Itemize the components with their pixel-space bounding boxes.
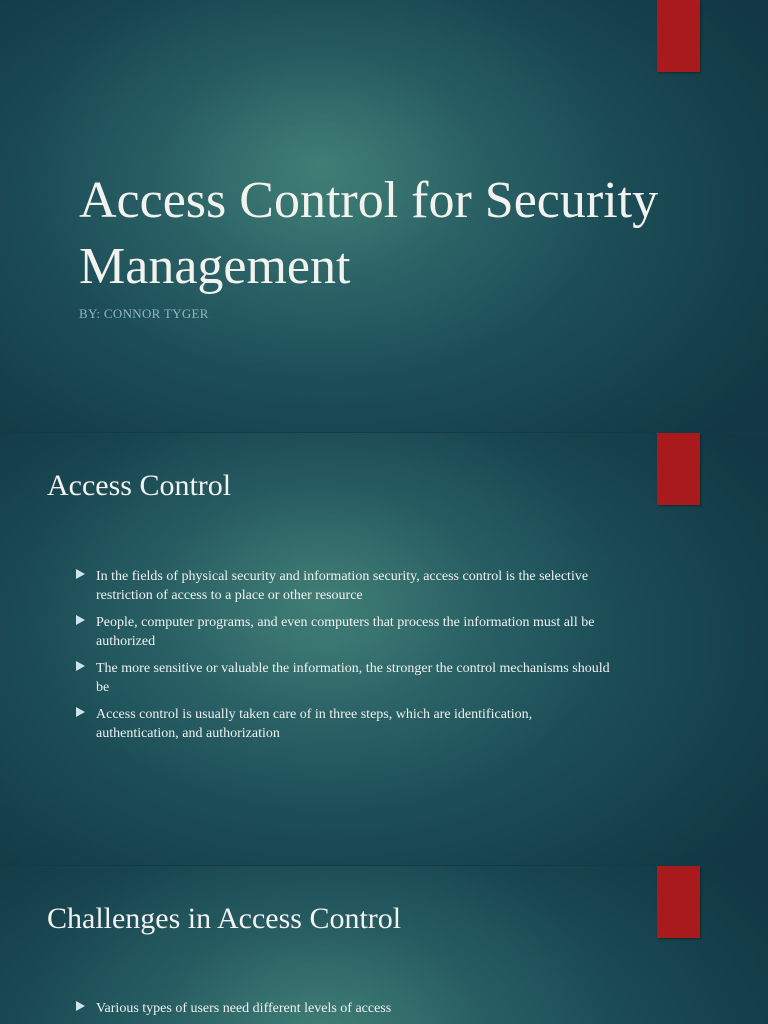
bullet-arrow-icon [76, 615, 85, 625]
accent-bar [657, 433, 700, 505]
bullet-arrow-icon [76, 661, 85, 671]
bullet-arrow-icon [76, 707, 85, 717]
bullet-text: Access control is usually taken care of in three steps, which are identification, authentication, and authorization [96, 707, 533, 741]
list-item [76, 705, 616, 743]
bullet-text: Various types of users need different levels of access [96, 1001, 392, 1016]
slide-heading: Access Control [47, 469, 232, 502]
accent-bar [657, 866, 700, 938]
presentation-subtitle: BY: CONNOR TYGER [79, 306, 209, 321]
bullet-text: The more sensitive or valuable the information, the stronger the control mechanisms should be [96, 661, 610, 695]
bullet-arrow-icon [76, 1001, 85, 1011]
slide-2[interactable] [0, 433, 768, 865]
bullet-text: In the fields of physical security and information security, access control is the selective restriction of access to a place or other resource [96, 569, 589, 603]
bullet-arrow-icon [76, 569, 85, 579]
list-item [76, 999, 616, 1018]
slide-3[interactable] [0, 866, 768, 1024]
list-item [76, 567, 616, 605]
list-item [76, 659, 616, 697]
bullet-text: People, computer programs, and even computers that process the information must all be authorized [96, 615, 595, 649]
slide-heading: Challenges in Access Control [47, 902, 402, 935]
bullet-list [76, 567, 616, 751]
slide-1[interactable] [0, 0, 768, 432]
list-item [76, 613, 616, 651]
presentation-title: Access Control for Security Management [79, 172, 659, 295]
bullet-list [76, 999, 616, 1024]
accent-bar [657, 0, 700, 72]
